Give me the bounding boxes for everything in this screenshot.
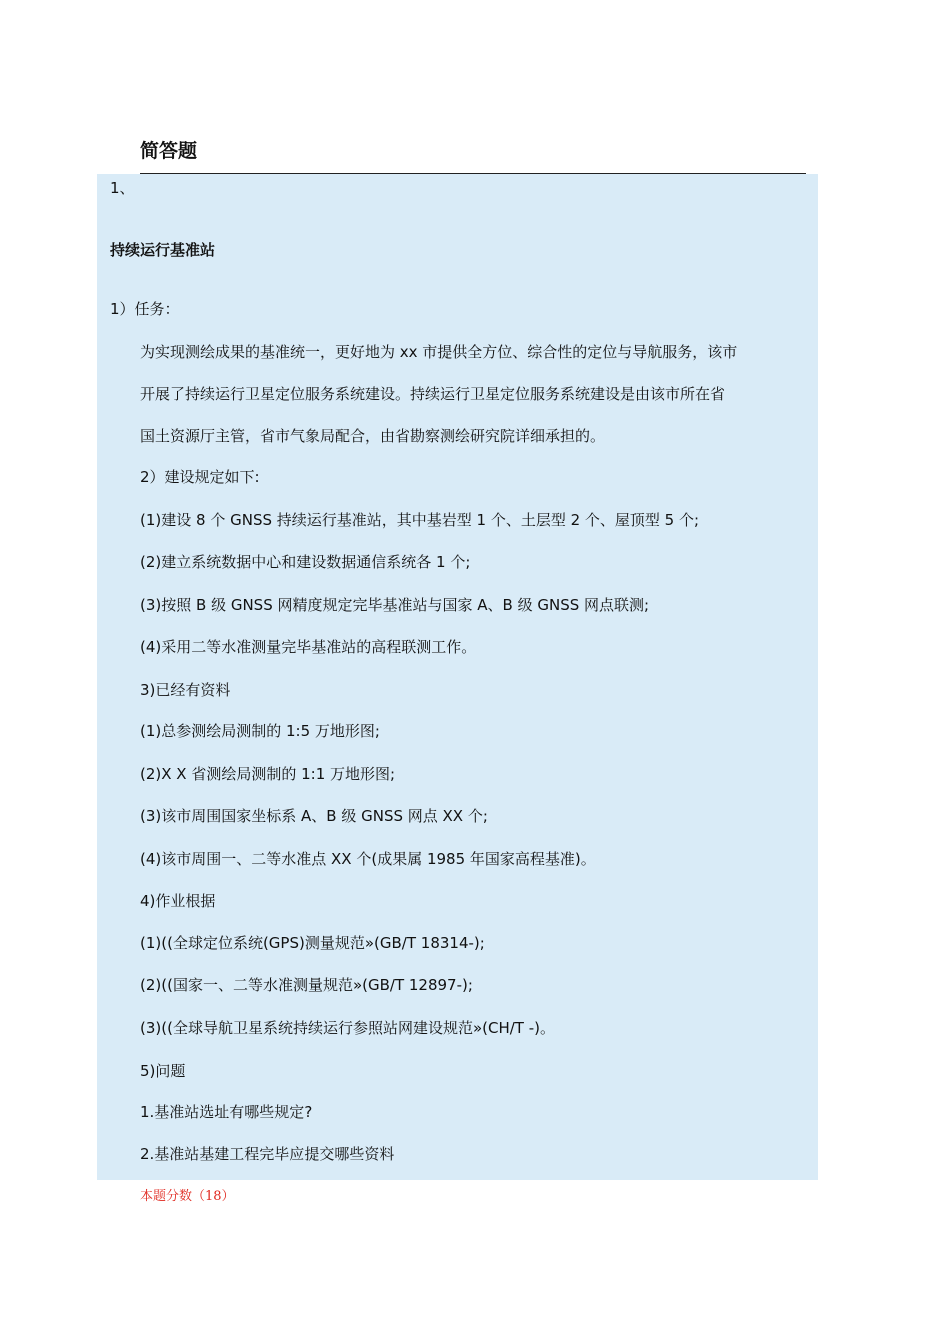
list-item: (4)采用二等水准测量完毕基准站的高程联测工作。 xyxy=(140,638,477,656)
list-item: (3)该市周围国家坐标系 A、B 级 GNSS 网点 XX 个; xyxy=(140,807,488,825)
paragraph-line: 开展了持续运行卫星定位服务系统建设。持续运行卫星定位服务系统建设是由该市所在省 xyxy=(140,385,726,403)
list-item: 5)问题 xyxy=(140,1062,186,1080)
list-item: 4)作业根据 xyxy=(140,892,216,910)
list-item: 2）建设规定如下: xyxy=(140,468,260,486)
list-item: (2)((国家一、二等水准测量规范»(GB/T 12897-); xyxy=(140,976,473,994)
paragraph-line: 为实现测绘成果的基准统一，更好地为 xx 市提供全方位、综合性的定位与导航服务，该市 xyxy=(140,343,738,361)
list-item: 2.基准站基建工程完毕应提交哪些资料 xyxy=(140,1145,395,1163)
task-label: 1）任务： xyxy=(110,300,180,318)
list-item: (2)建立系统数据中心和建设数据通信系统各 1 个; xyxy=(140,553,471,571)
list-item: (4)该市周围一、二等水准点 XX 个(成果属 1985 年国家高程基准)。 xyxy=(140,850,596,868)
list-item: (1)((全球定位系统(GPS)测量规范»(GB/T 18314-); xyxy=(140,934,485,952)
question-heading: 持续运行基准站 xyxy=(110,241,216,259)
score-label: 本题分数（18） xyxy=(140,1189,235,1204)
list-item: 1.基准站选址有哪些规定? xyxy=(140,1103,313,1121)
question-number: 1、 xyxy=(110,179,135,197)
list-item: (1)建设 8 个 GNSS 持续运行基准站，其中基岩型 1 个、土层型 2 个、屋顶型 5 个; xyxy=(140,511,700,529)
list-item: (2)X X 省测绘局测制的 1:1 万地形图; xyxy=(140,765,396,783)
list-item: (3)按照 B 级 GNSS 网精度规定完毕基准站与国家 A、B 级 GNSS 网点联测; xyxy=(140,596,650,614)
paragraph-line: 国土资源厅主管，省市气象局配合，由省勘察测绘研究院详细承担的。 xyxy=(140,427,606,445)
list-item: 3)已经有资料 xyxy=(140,681,231,699)
section-title: 简答题 xyxy=(140,140,198,162)
list-item: (1)总参测绘局测制的 1:5 万地形图; xyxy=(140,722,380,740)
list-item: (3)((全球导航卫星系统持续运行参照站网建设规范»(CH/T -)。 xyxy=(140,1019,555,1037)
